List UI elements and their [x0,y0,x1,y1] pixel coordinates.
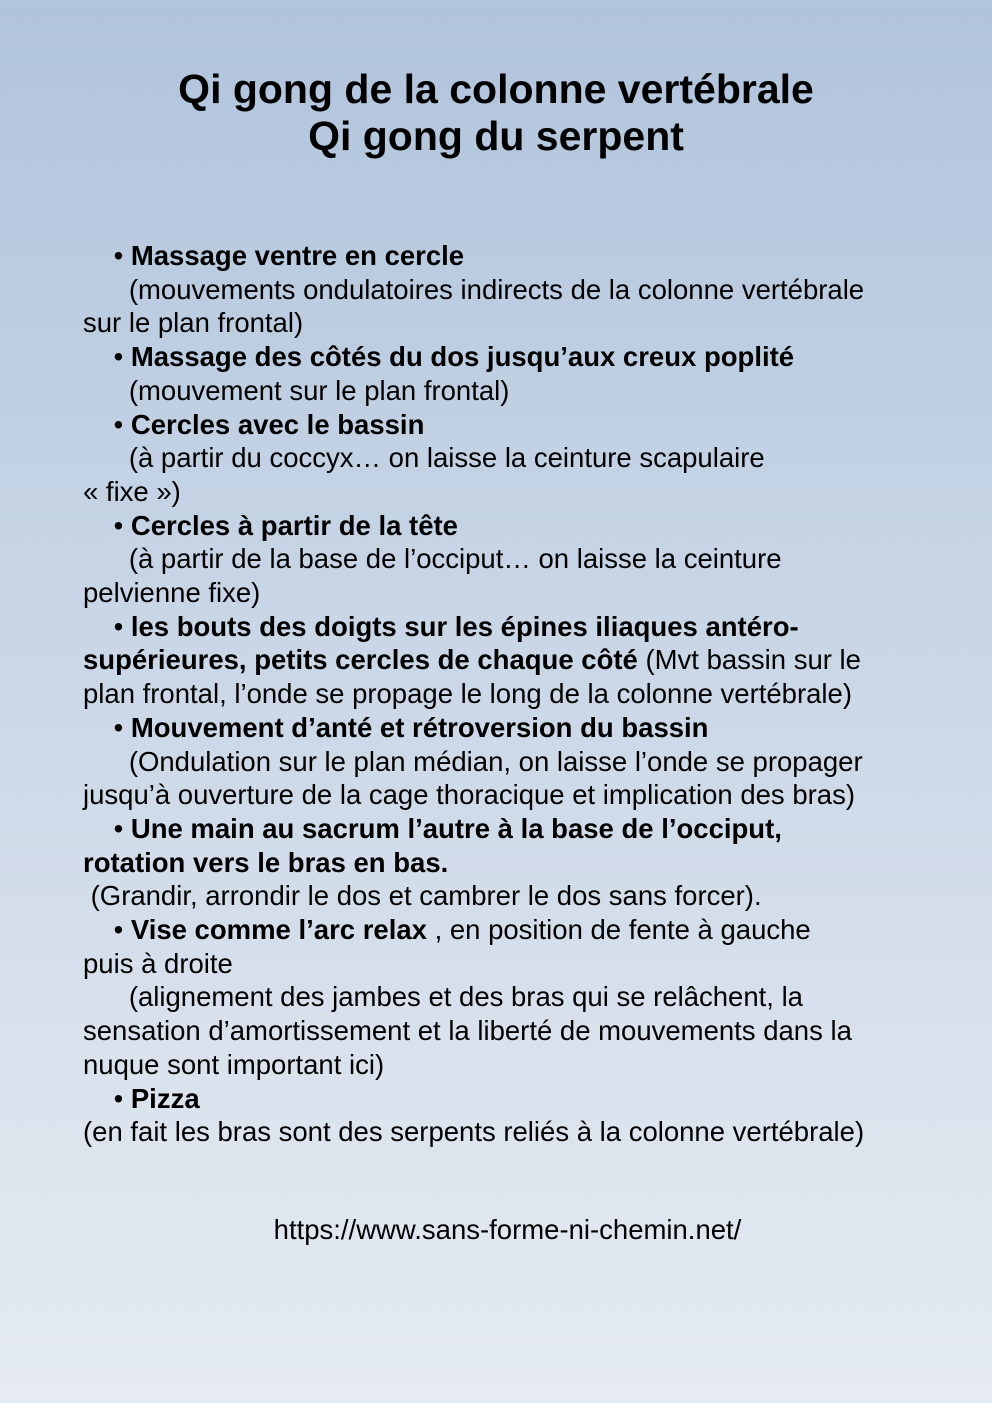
exercise-list [83,239,943,1149]
list-item-detail: (mouvements ondulatoires indirects de la colonne vertébrale [128,273,865,305]
list-item-detail: puis à droite [83,947,233,979]
list-item-detail: jusqu’à ouverture de la cage thoracique et implication des bras) [83,779,855,811]
list-item-heading: • Cercles à partir de la tête [83,509,458,541]
title-line-1: Qi gong de la colonne vertébrale [178,66,814,112]
list-item-detail: sur le plan frontal) [83,307,304,339]
list-item-heading: • Massage des côtés du dos jusqu’aux creux poplité [83,341,795,373]
list-item-heading: • Pizza [83,1082,200,1114]
list-item-heading: • Une main au sacrum l’autre à la base de l’occiput, [83,812,782,844]
list-item-heading: • les bouts des doigts sur les épines iliaques antéro- [83,610,799,642]
list-item-detail: plan frontal, l’onde se propage le long de la colonne vertébrale) [83,678,852,710]
page-title [0,66,992,160]
list-item-detail: (à partir du coccyx… on laisse la ceinture scapulaire [128,442,765,474]
list-item-heading: • Mouvement d’anté et rétroversion du bassin [83,711,709,743]
list-item-heading: • Cercles avec le bassin [83,408,425,440]
title-line-2: Qi gong du serpent [308,113,684,159]
list-item-detail: (à partir de la base de l’occiput… on laisse la ceinture [128,543,782,575]
list-item-heading-continued: supérieures, petits cercles de chaque côté (Mvt bassin sur le [83,644,861,676]
list-item-detail: « fixe ») [83,475,181,507]
list-item-detail: (Ondulation sur le plan médian, on laisse l’onde se propager [128,745,863,777]
list-item-heading: • Vise comme l’arc relax , en position de fente à gauche [83,914,811,946]
list-item-inline-text: , en position de fente à gauche [426,914,811,946]
list-item-detail: (Grandir, arrondir le dos et cambrer le dos sans forcer). [90,880,762,912]
list-item-detail: (en fait les bras sont des serpents reliés à la colonne vertébrale) [83,1116,865,1148]
list-item-detail: nuque sont important ici) [83,1048,385,1080]
list-item-detail: (mouvement sur le plan frontal) [128,374,510,406]
list-item-inline-text: (Mvt bassin sur le [637,644,861,676]
website-url: https://www.sans-forme-ni-chemin.net/ [273,1214,742,1245]
list-item-heading: • Massage ventre en cercle [83,240,465,271]
list-item-detail: (alignement des jambes et des bras qui se relâchent, la [128,981,803,1013]
list-item-detail: sensation d’amortissement et la liberté de mouvements dans la [83,1015,852,1047]
list-item-detail: pelvienne fixe) [83,577,261,609]
list-item-heading-continued: rotation vers le bras en bas. [83,846,449,878]
